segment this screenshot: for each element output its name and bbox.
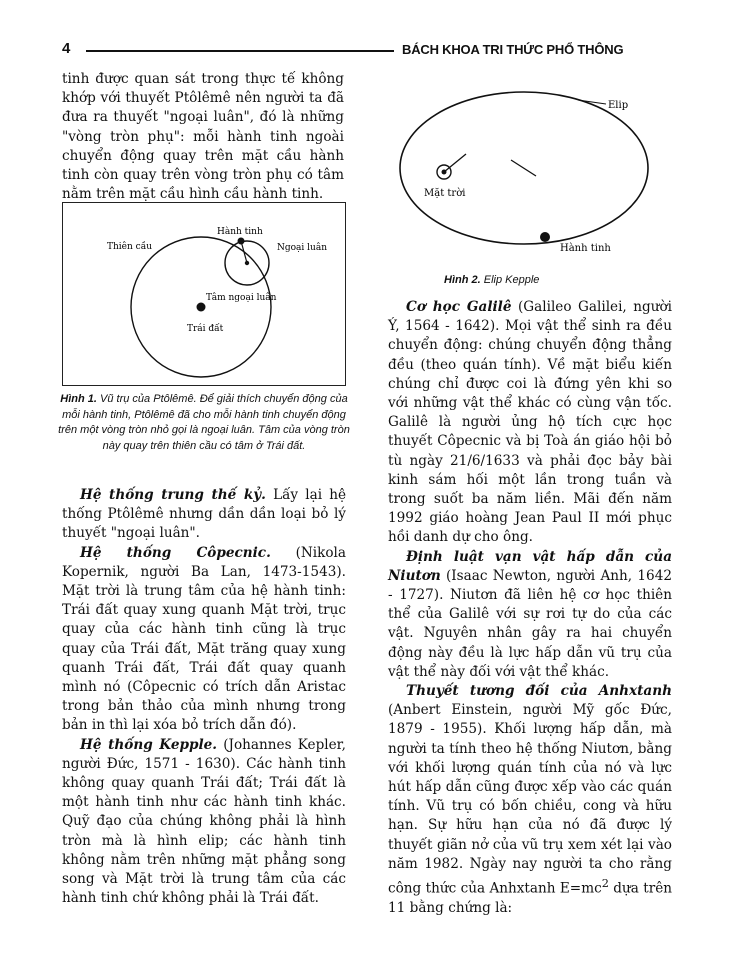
label-planet: Hành tinh <box>217 227 263 237</box>
section-text: Lấy lại hệ thống Ptôlêmê nhưng dần dần loại bỏ lý thuyết "ngoại luân". <box>62 487 346 542</box>
label-planet: Hành tinh <box>560 243 611 254</box>
figure2-caption-text: Elip Kepple <box>483 274 540 286</box>
section-text: (Galileo Galilei, người Ý, 1564 - 1642). Mọi vật thể sinh ra đều chuyển động: chúng chuyển động thẳng đều (theo quán tính). Về mặt biểu kiến chúng chỉ được coi là đứng yên khi so với những vật thể khác có cùng vận tốc. Galilê là người ủng hộ tích cực học thuyết Côpecnic và bị Toà án giáo hội bỏ tù ngày 21/6/1633 và phải đọc bảy bài kinh sám hối một lần trong tuần và trong suốt ba năm liền. Mãi đến năm 1992 giáo hoàng Jean Paul II mới phục hồi danh dự cho ông. <box>388 299 672 546</box>
page-number: 4 <box>62 40 71 57</box>
figure2-caption-label: Hình 2. <box>444 274 481 286</box>
section-heading: Hệ thống Côpecnic. <box>80 544 271 561</box>
intro-paragraph: tinh được quan sát trong thực tế không khớp với thuyết Ptôlêmê nên người ta đã đưa ra thuyết "ngoại luân", đó là những "vòng tròn phụ": mỗi hành tinh ngoài chuyển động quay trên mặt cầu hành tinh còn quay trên vòng tròn phụ có tâm nằm trên mặt cầu hình cầu hành tinh. <box>62 71 344 203</box>
figure2-caption <box>444 274 539 286</box>
label-earth: Trái đất <box>187 324 224 334</box>
section-heading: Định luật vạn vật hấp dẫn của Niutơn <box>388 548 672 584</box>
figure1-box <box>62 202 346 386</box>
section-text: (Johannes Kepler, người Đức, 1571 - 1630). Các hành tinh không quay quanh Trái đất; Trái đất là một hành tinh như các hành tinh khác. Quỹ đạo của chúng không phải là hình tròn mà là hình elip; các hành tinh không nằm trên những mặt phẳng song song và Mặt trời là trung tâm của các hành tinh chứ không phải là Trái đất. <box>62 736 346 907</box>
section-heading: Hệ thống Kepple. <box>80 736 218 753</box>
column1-intro <box>62 70 344 204</box>
superscript-two: 2 <box>601 876 609 891</box>
label-ellipse: Elip <box>608 100 629 111</box>
section-text: (Isaac Newton, người Anh, 1642 - 1727). Niutơn đã liên hệ cơ học thiên thể của Galilê với sự rơi tự do của các vật. Nguyên nhân gây ra hai chuyển động này đều là lực hấp dẫn vũ trụ của vật thể này đối với vật thể khác. <box>388 567 672 680</box>
figure1-caption-text: Vũ trụ của Ptôlêmê. Để giải thích chuyển động của mỗi hành tinh, Ptôlêmê đã cho mỗi hành tinh chuyển động trên một vòng tròn nhỏ gọi là ngoại luân. Tâm của vòng tròn này quay trên thiên cầu có tâm ở Trái đất. <box>58 393 350 452</box>
label-epicycle-center: Tâm ngoại luân <box>206 293 277 303</box>
figure1-caption <box>58 392 350 454</box>
column2-sections <box>388 298 672 918</box>
section-heading: Cơ học Galilê <box>406 299 512 315</box>
section-copernicus <box>62 544 346 736</box>
header-rule <box>86 50 394 52</box>
planet-dot <box>238 238 245 245</box>
section-heading: Hệ thống trung thế kỷ. <box>80 487 266 503</box>
label-celestial-sphere: Thiên cầu <box>107 242 153 252</box>
section-tail: dựa trên 11 bằng chứng là: <box>388 880 672 916</box>
section-galileo <box>388 298 672 548</box>
section-text: (Anbert Einstein, người Mỹ gốc Đức, 1879 - 1955). Khối lượng hấp dẫn, mà người ta tính theo hệ thống Niutơn, bằng với khối lượng quán tính của nó và lực hút hấp dẫn cũng được xếp vào các quán tính. Vũ trụ có bốn chiều, cong và hữu hạn. Sự hữu hạn của nó đã được lý thuyết giãn nở của vũ trụ xem xét lại vào năm 1982. Ngày nay người ta cho rằng công thức của Anhxtanh E=mc <box>388 702 672 897</box>
section-text: (Nikola Kopernik, người Ba Lan, 1473-1543). Mặt trời là trung tâm của hệ hành tinh: Trái đất quay xung quanh Mặt trời, trục quay của các hành tinh cũng là trục quay của Trái đất, Mặt trăng quay xung quanh Trái đất, Trái đất quay quanh mình nó (Côpecnic có trích dẫn Aristac trong bản thảo của mình nhưng trong bản in thì lại xóa bỏ trích dẫn đó). <box>62 544 347 734</box>
second-focus-arm <box>511 160 536 176</box>
section-heading: Thuyết tương đối của Anhxtanh <box>406 683 672 700</box>
earth-dot <box>197 303 206 312</box>
section-einstein <box>388 682 672 918</box>
figure2 <box>374 68 674 268</box>
sun-focus-arm <box>444 154 466 172</box>
figure1-caption-label: Hình 1. <box>60 393 97 405</box>
planet-dot <box>540 232 550 242</box>
kepler-ellipse-diagram <box>374 68 674 268</box>
label-epicycle: Ngoại luân <box>277 243 327 253</box>
ptolemy-diagram <box>63 203 345 385</box>
column1-sections <box>62 486 346 908</box>
section-kepler <box>62 736 346 909</box>
section-newton <box>388 548 672 682</box>
label-sun: Mặt trời <box>424 188 466 199</box>
epicycle-center-dot <box>245 261 249 265</box>
running-title: BÁCH KHOA TRI THỨC PHỔ THÔNG <box>402 42 624 57</box>
section-medieval <box>62 486 346 544</box>
ellipse-pointer <box>578 100 606 104</box>
